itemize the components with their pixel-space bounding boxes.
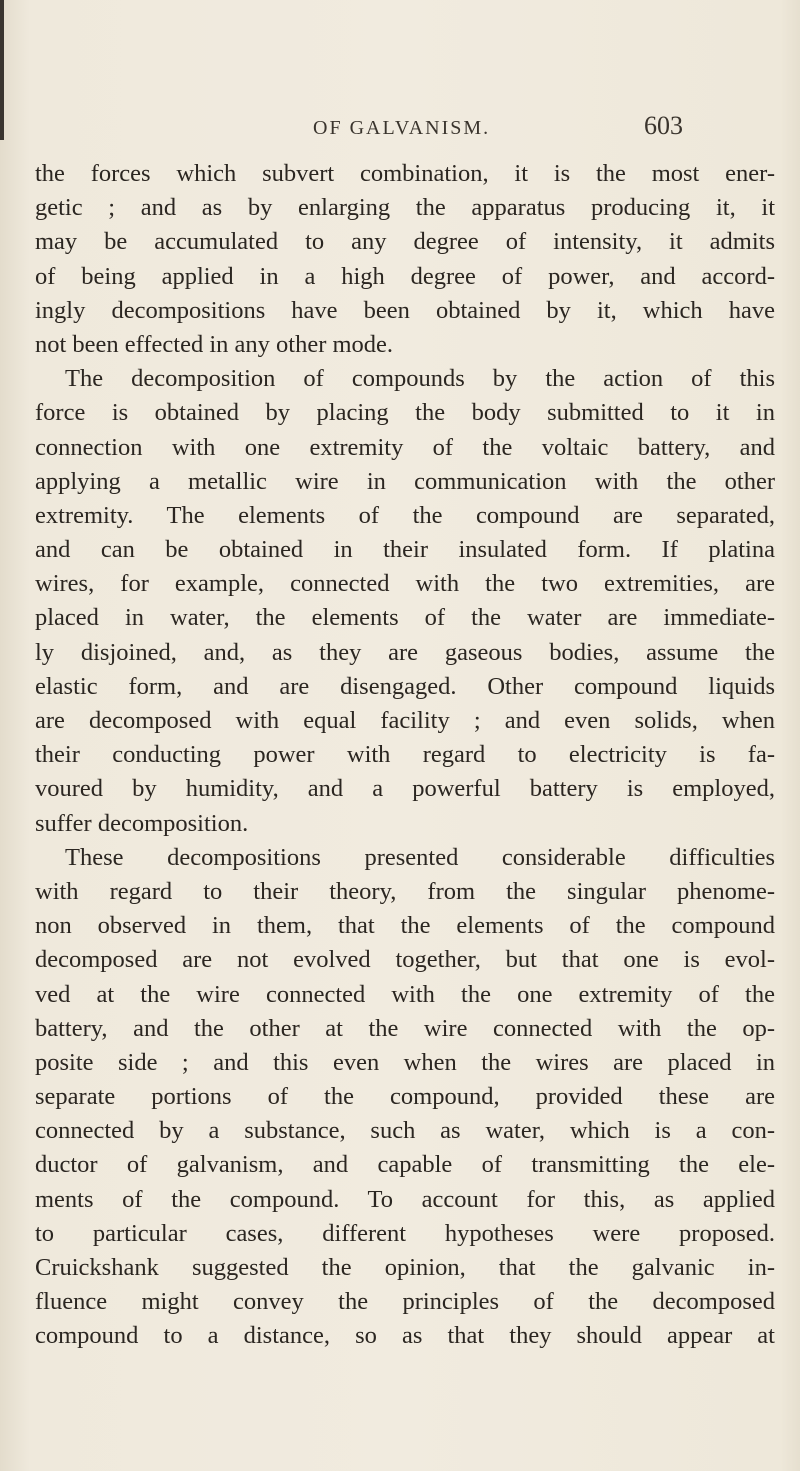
text-line: placed in water, the elements of the water are immediate- bbox=[35, 604, 775, 632]
text-line: are decomposed with equal facility ; and even solids, when bbox=[35, 707, 775, 734]
text-line: wires, for example, connected with the two extremities, are bbox=[35, 570, 775, 598]
text-line: The decomposition of compounds by the action of this bbox=[65, 365, 775, 393]
text-line: applying a metallic wire in communication with the other bbox=[35, 467, 775, 495]
text-line: ved at the wire connected with the one extremity of the bbox=[35, 980, 775, 1008]
text-line: battery, and the other at the wire connected with the op- bbox=[35, 1014, 775, 1042]
text-line: ments of the compound. To account for this, as applied bbox=[35, 1185, 775, 1213]
text-line: elastic form, and are disengaged. Other compound liquids bbox=[35, 672, 775, 700]
text-line: ly disjoined, and, as they are gaseous bodies, assume the bbox=[35, 638, 775, 666]
text-line: of being applied in a high degree of power, and accord- bbox=[35, 262, 775, 290]
text-line: not been effected in any other mode. bbox=[35, 330, 394, 358]
text-line: separate portions of the compound, provided these are bbox=[35, 1083, 775, 1111]
text-line: suffer decomposition. bbox=[35, 809, 249, 837]
text-line: decomposed are not evolved together, but that one is evol- bbox=[35, 946, 775, 974]
text-line: with regard to their theory, from the singular phenome- bbox=[35, 877, 775, 905]
text-line: fluence might convey the principles of the decomposed bbox=[35, 1288, 775, 1316]
text-line: ingly decompositions have been obtained by it, which have bbox=[35, 296, 775, 324]
text-line: extremity. The elements of the compound are separated, bbox=[35, 501, 775, 529]
text-line: compound to a distance, so as that they should appear at bbox=[35, 1322, 775, 1350]
text-line: the forces which subvert combination, it is the most ener- bbox=[35, 160, 775, 187]
page-header bbox=[0, 111, 800, 147]
text-line: to particular cases, different hypotheses were proposed. bbox=[35, 1219, 775, 1247]
page-number: 603 bbox=[644, 111, 683, 140]
text-line: posite side ; and this even when the wires are placed in bbox=[35, 1048, 775, 1076]
text-line: force is obtained by placing the body submitted to it in bbox=[35, 399, 775, 427]
text-line: getic ; and as by enlarging the apparatus producing it, it bbox=[35, 194, 775, 222]
text-line: their conducting power with regard to electricity is fa- bbox=[35, 741, 775, 769]
text-line: non observed in them, that the elements of the compound bbox=[35, 912, 775, 940]
text-line: voured by humidity, and a powerful battery is employed, bbox=[35, 775, 775, 803]
text-line: These decompositions presented considerable difficulties bbox=[65, 843, 775, 871]
text-line: connected by a substance, such as water, which is a con- bbox=[35, 1117, 775, 1145]
running-head: OF GALVANISM. bbox=[313, 117, 491, 139]
body-text bbox=[35, 157, 775, 1354]
text-line: Cruickshank suggested the opinion, that the galvanic in- bbox=[35, 1254, 775, 1281]
text-line: ductor of galvanism, and capable of transmitting the ele- bbox=[35, 1151, 775, 1179]
text-line: connection with one extremity of the voltaic battery, and bbox=[35, 433, 775, 461]
text-line: and can be obtained in their insulated form. If platina bbox=[35, 536, 775, 564]
text-line: may be accumulated to any degree of intensity, it admits bbox=[35, 228, 775, 256]
